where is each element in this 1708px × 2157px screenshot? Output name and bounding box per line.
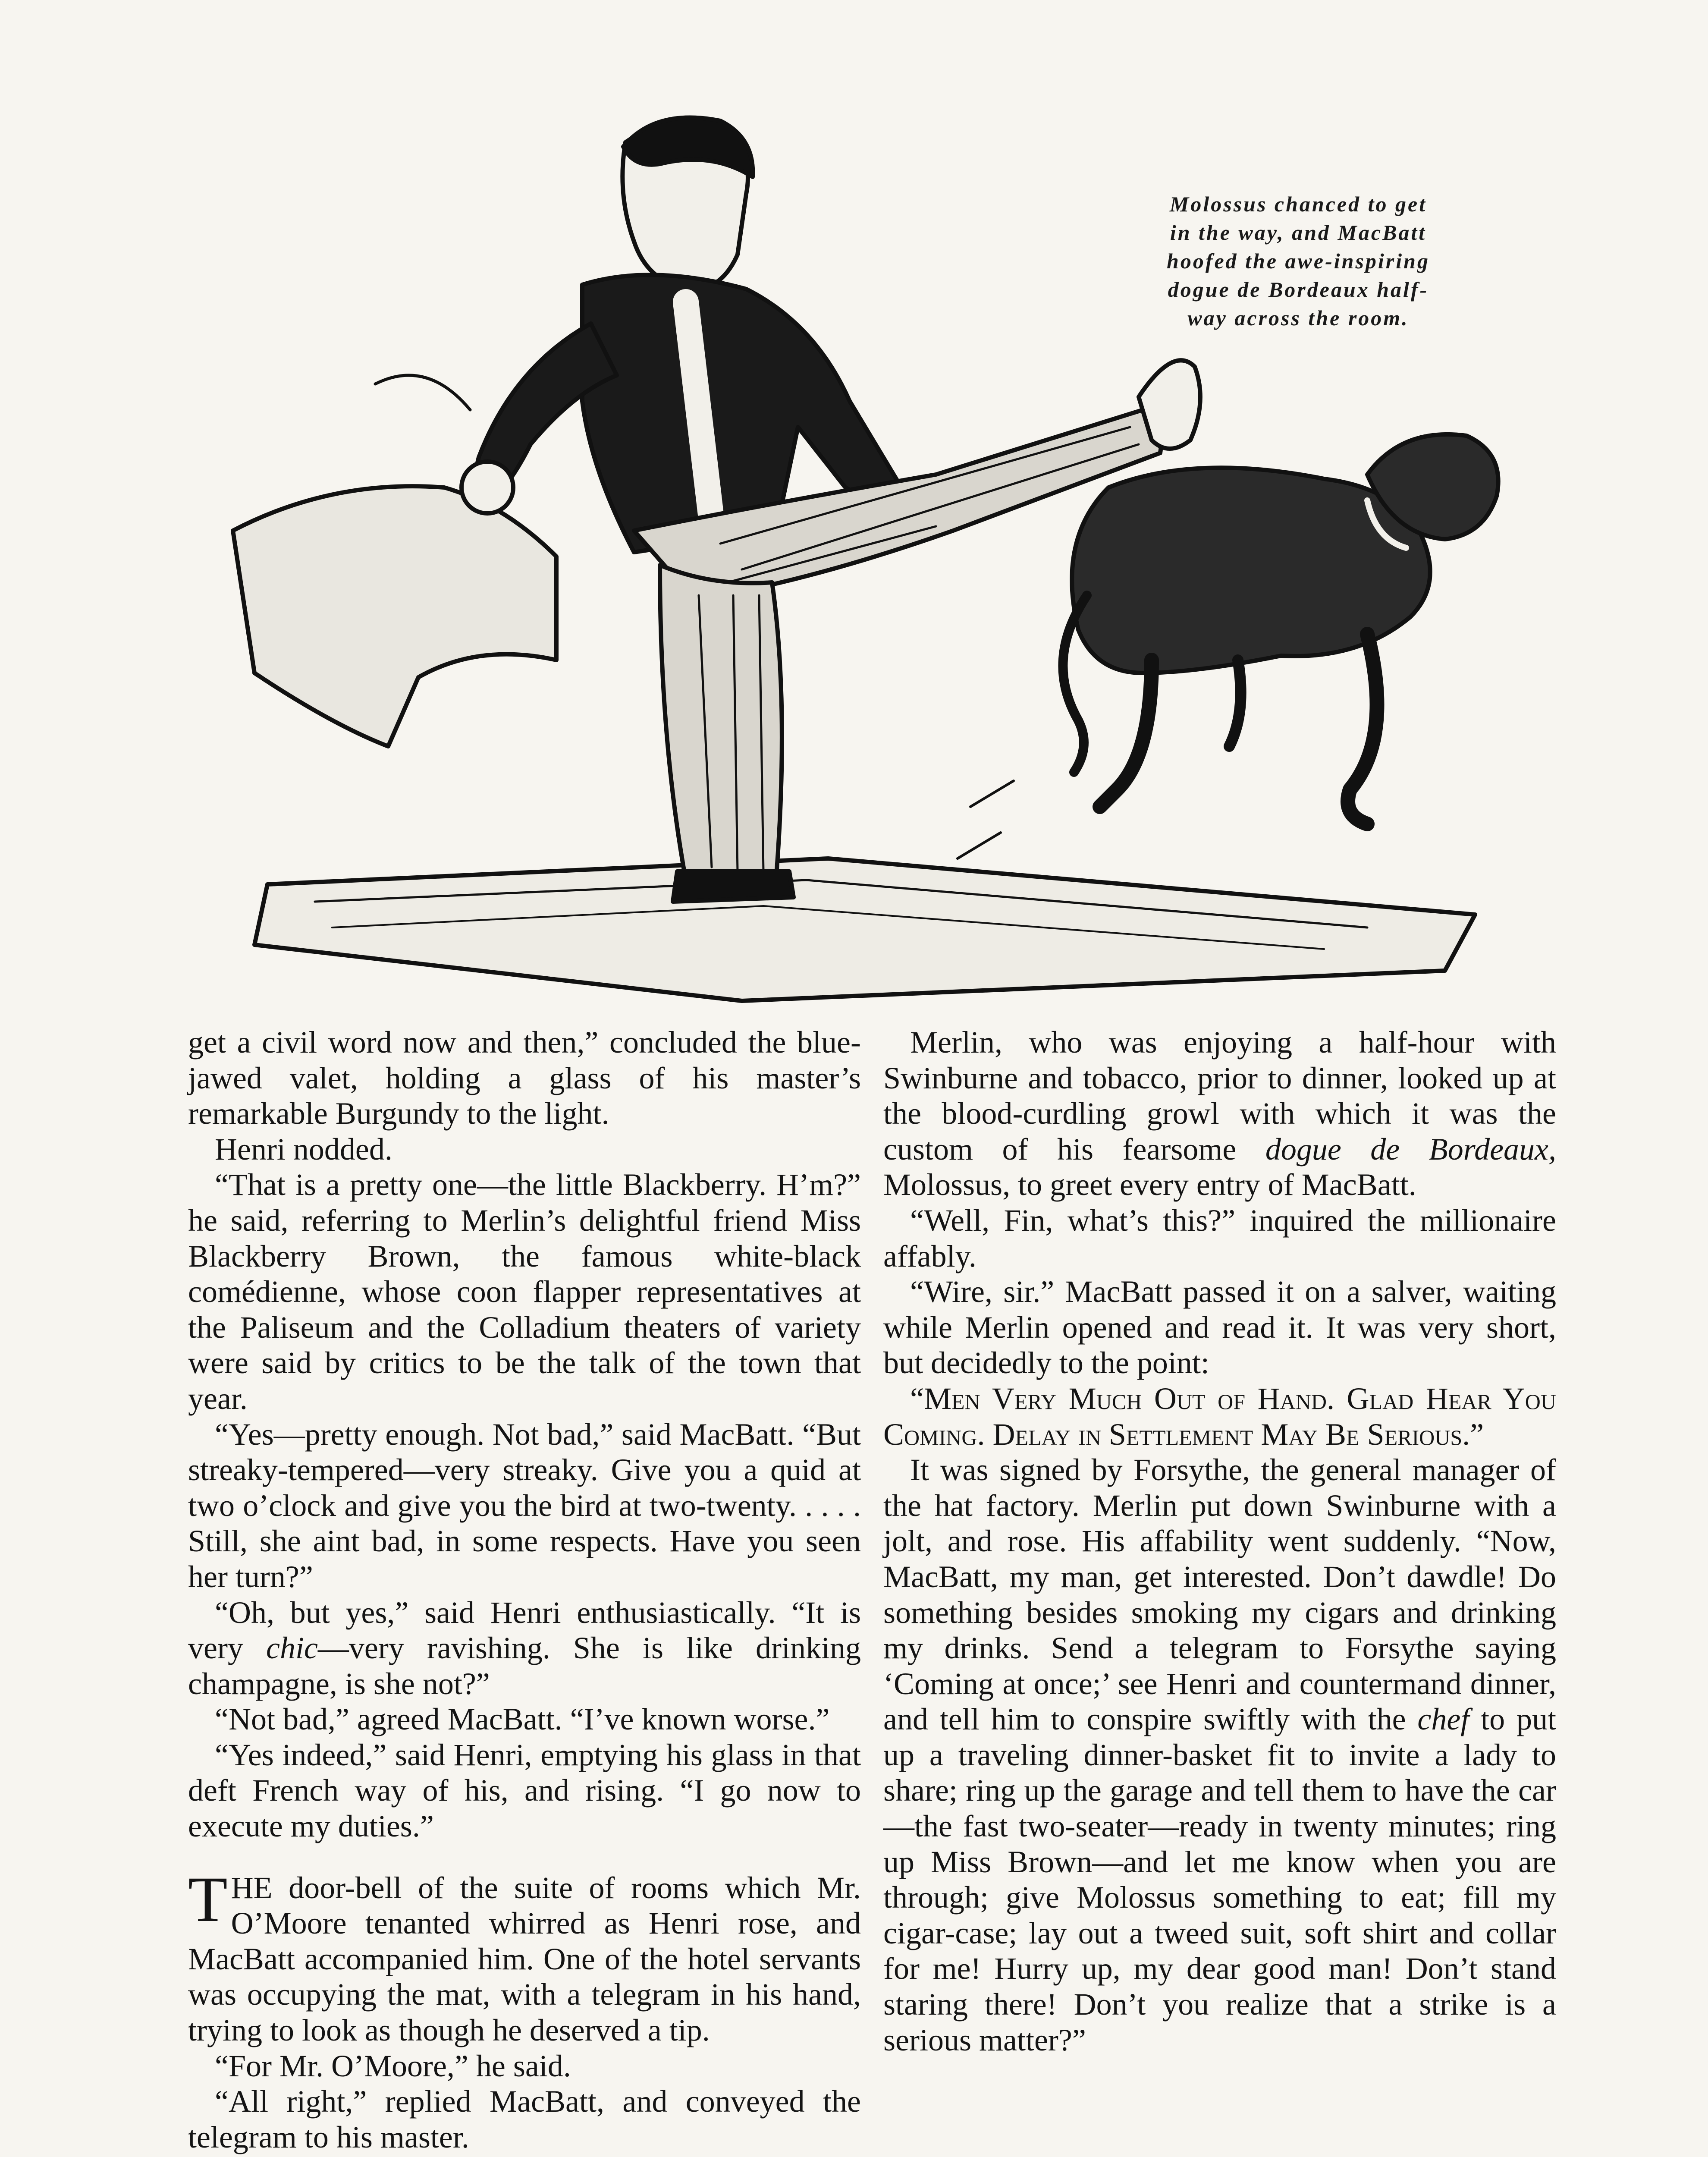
- text-run: to put up a traveling dinner-basket fit to invite a lady to share; ring up the garage and tell them to have the car—the fast two-seater—ready in twenty minutes; ring up Miss Brown—and let me know when you are through; give Molossus something to eat; fill my cigar-case; lay out a tweed suit, soft shirt and collar for me! Hurry up, my dear good man! Don’t stand staring there! Don’t you realize that a strike is a serious matter?”: [883, 1702, 1556, 2057]
- chair: [233, 486, 556, 746]
- paragraph: “For Mr. O’Moore,” he said.: [215, 2048, 571, 2083]
- text-run: —very ravishing. She is like drinking champagne, is she not?”: [188, 1631, 861, 1701]
- paragraph: “That is a pretty one—the little Blackberry. H’m?” he said, referring to Merlin’s delightful friend Miss Blackberry Brown, the famous white-black comédienne, whose coon flapper representatives at the Paliseum and the Colladium theaters of variety were said by critics to be the talk of the town that year.: [188, 1167, 861, 1416]
- paragraph: Henri nodded.: [215, 1132, 392, 1167]
- illustration-caption: [1104, 190, 1492, 332]
- paragraph: get a civil word now and then,” concluded the blue-jawed valet, holding a glass of his master’s remarkable Burgundy to the light.: [188, 1025, 861, 1131]
- caption-line: way across the room.: [1187, 306, 1409, 330]
- caption-line: Molossus chanced to get: [1169, 192, 1427, 216]
- paragraph: “Well, Fin, what’s this?” inquired the millionaire affably.: [883, 1203, 1556, 1273]
- dog-leg-front: [1348, 634, 1377, 824]
- man-fist: [462, 462, 513, 513]
- paragraph: “Wire, sir.” MacBatt passed it on a salver, waiting while Merlin opened and read it. It was very short, but decidedly to the point:: [883, 1274, 1556, 1380]
- text-run: Merlin, who was enjoying a half-hour with Swinburne and tobacco, prior to dinner, looked up at the blood-curdling growl with which it was the custom of his fearsome: [883, 1025, 1556, 1167]
- paragraph: “Not bad,” agreed MacBatt. “I’ve known worse.”: [215, 1702, 830, 1737]
- rug: [254, 858, 1475, 1001]
- man-standing-shoe: [673, 871, 794, 902]
- text-run-italic: dogue de Bordeaux,: [1265, 1132, 1556, 1167]
- text-run: It was signed by Forsythe, the general manager of the hat factory. Merlin put down Swinburne with a jolt, and rose. His affability went suddenly. “Now, MacBatt, my man, get interested. Don’t dawdle! Do something besides smoking my cigars and drinking my drinks. Send a telegram to Forsythe saying ‘Coming at once;’ see Henri and countermand dinner, and tell him to conspire swiftly with the: [883, 1453, 1556, 1737]
- paragraph-section-start: [188, 1863, 861, 2048]
- paragraph: [883, 1452, 1556, 2058]
- text-run: Molossus, to greet every entry of MacBatt.: [883, 1167, 1416, 1202]
- telegram-text: “Men Very Much Out of Hand. Glad Hear You Coming. Delay in Settlement May Be Serious.”: [883, 1381, 1556, 1452]
- text-run-italic: chef: [1417, 1702, 1469, 1737]
- paragraph: “All right,” replied MacBatt, and conveyed the telegram to his master.: [188, 2084, 861, 2154]
- paragraph: “Yes—pretty enough. Not bad,” said MacBatt. “But streaky-tempered—very streaky. Give you a quid at two o’clock and give you the bird at two-twenty. . . . . Still, she aint bad, in some respects. Have you seen her turn?”: [188, 1417, 861, 1594]
- paragraph: “Yes indeed,” said Henri, emptying his glass in that deft French way of his, and rising. “I go now to execute my duties.”: [188, 1737, 861, 1844]
- caption-line: hoofed the awe-inspiring: [1167, 249, 1430, 273]
- caption-line: dogue de Bordeaux half-: [1168, 277, 1429, 302]
- text-column-right: [883, 1025, 1556, 2058]
- text-run: HE door-bell of the suite of rooms which Mr. O’Moore tenanted whirred as Henri rose, and MacBatt accompanied him. One of the hotel servants was occupying the mat, with a telegram in his hand, trying to look as though he deserved a tip.: [188, 1870, 861, 2048]
- dog-leg-back: [1100, 660, 1152, 807]
- drop-cap: T: [188, 1863, 228, 1935]
- text-run-italic: chic: [266, 1631, 318, 1666]
- text-column-left: [188, 1025, 861, 2155]
- paragraph: [188, 1595, 861, 1702]
- text-run: “Oh, but yes,” said Henri enthusiastically. “It is very: [188, 1595, 861, 1666]
- caption-line: in the way, and MacBatt: [1170, 220, 1427, 245]
- paragraph: [883, 1025, 1556, 1203]
